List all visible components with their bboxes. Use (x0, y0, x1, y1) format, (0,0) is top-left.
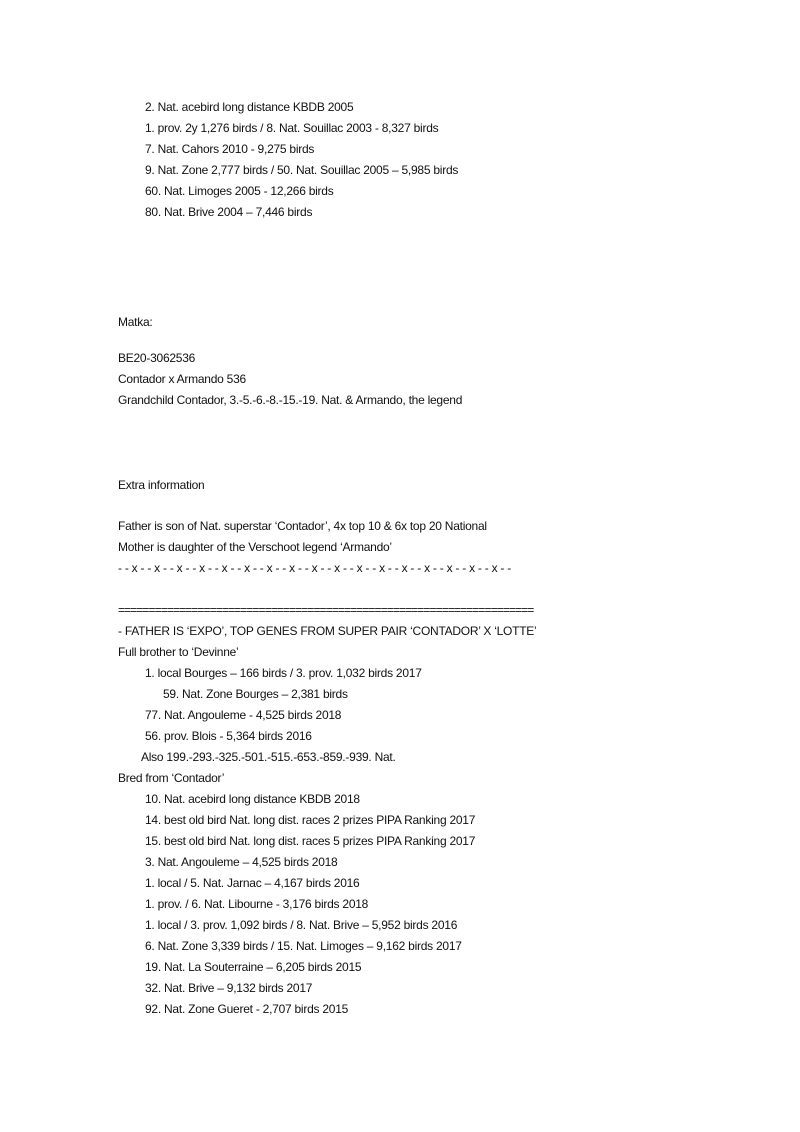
sibling-line: Full brother to ‘Devinne’ (118, 645, 239, 659)
matka-note: Grandchild Contador, 3.-5.-6.-8.-15.-19. Nat. & Armando, the legend (118, 393, 463, 407)
contador-result: 1. prov. / 6. Nat. Libourne - 3,176 birds 2018 (145, 897, 369, 911)
result-line: 7. Nat. Cahors 2010 - 9,275 birds (145, 142, 315, 156)
sibling-result: 1. local Bourges – 166 birds / 3. prov. 1,032 birds 2017 (145, 666, 422, 680)
contador-result: 15. best old bird Nat. long dist. races 5 prizes PIPA Ranking 2017 (145, 834, 476, 848)
sibling-result: 59. Nat. Zone Bourges – 2,381 birds (163, 687, 348, 701)
father-heading: - FATHER IS ‘EXPO’, TOP GENES FROM SUPER PAIR ‘CONTADOR’ X ‘LOTTE’ (118, 624, 537, 638)
result-line: 80. Nat. Brive 2004 – 7,446 birds (145, 205, 313, 219)
contador-result: 19. Nat. La Souterraine – 6,205 birds 2015 (145, 960, 362, 974)
contador-result: 6. Nat. Zone 3,339 birds / 15. Nat. Limoges – 9,162 birds 2017 (145, 939, 462, 953)
separator: - - x - - x - - x - - x - - x - - x - - x - - x - - x - - x - - x - - x - - x - - x - - x - - x - - x - - (118, 561, 511, 575)
contador-result: 92. Nat. Zone Gueret - 2,707 birds 2015 (145, 1002, 349, 1016)
matka-pedigree: Contador x Armando 536 (118, 372, 246, 386)
result-line: 60. Nat. Limoges 2005 - 12,266 birds (145, 184, 334, 198)
father-line: Father is son of Nat. superstar ‘Contador’, 4x top 10 & 6x top 20 National (118, 519, 487, 533)
contador-result: 3. Nat. Angouleme – 4,525 birds 2018 (145, 855, 338, 869)
contador-result: 32. Nat. Brive – 9,132 birds 2017 (145, 981, 313, 995)
matka-ring: BE20-3062536 (118, 351, 196, 365)
extra-heading: Extra information (118, 478, 205, 492)
contador-result: 1. local / 5. Nat. Jarnac – 4,167 birds 2016 (145, 876, 360, 890)
sibling-result: 77. Nat. Angouleme - 4,525 birds 2018 (145, 708, 342, 722)
equals-divider: ==================================================================== (118, 603, 534, 617)
matka-heading: Matka: (118, 315, 153, 329)
sibling-result: 56. prov. Blois - 5,364 birds 2016 (145, 729, 312, 743)
result-line: 9. Nat. Zone 2,777 birds / 50. Nat. Souillac 2005 – 5,985 birds (145, 163, 459, 177)
contador-result: 1. local / 3. prov. 1,092 birds / 8. Nat. Brive – 5,952 birds 2016 (145, 918, 458, 932)
contador-result: 14. best old bird Nat. long dist. races 2 prizes PIPA Ranking 2017 (145, 813, 476, 827)
bred-from-line: Bred from ‘Contador’ (118, 771, 225, 785)
result-line: 1. prov. 2y 1,276 birds / 8. Nat. Souillac 2003 - 8,327 birds (145, 121, 439, 135)
mother-line: Mother is daughter of the Verschoot legend ‘Armando’ (118, 540, 392, 554)
contador-result: 10. Nat. acebird long distance KBDB 2018 (145, 792, 360, 806)
sibling-result: Also 199.-293.-325.-501.-515.-653.-859.-939. Nat. (141, 750, 396, 764)
result-line: 2. Nat. acebird long distance KBDB 2005 (145, 100, 354, 114)
